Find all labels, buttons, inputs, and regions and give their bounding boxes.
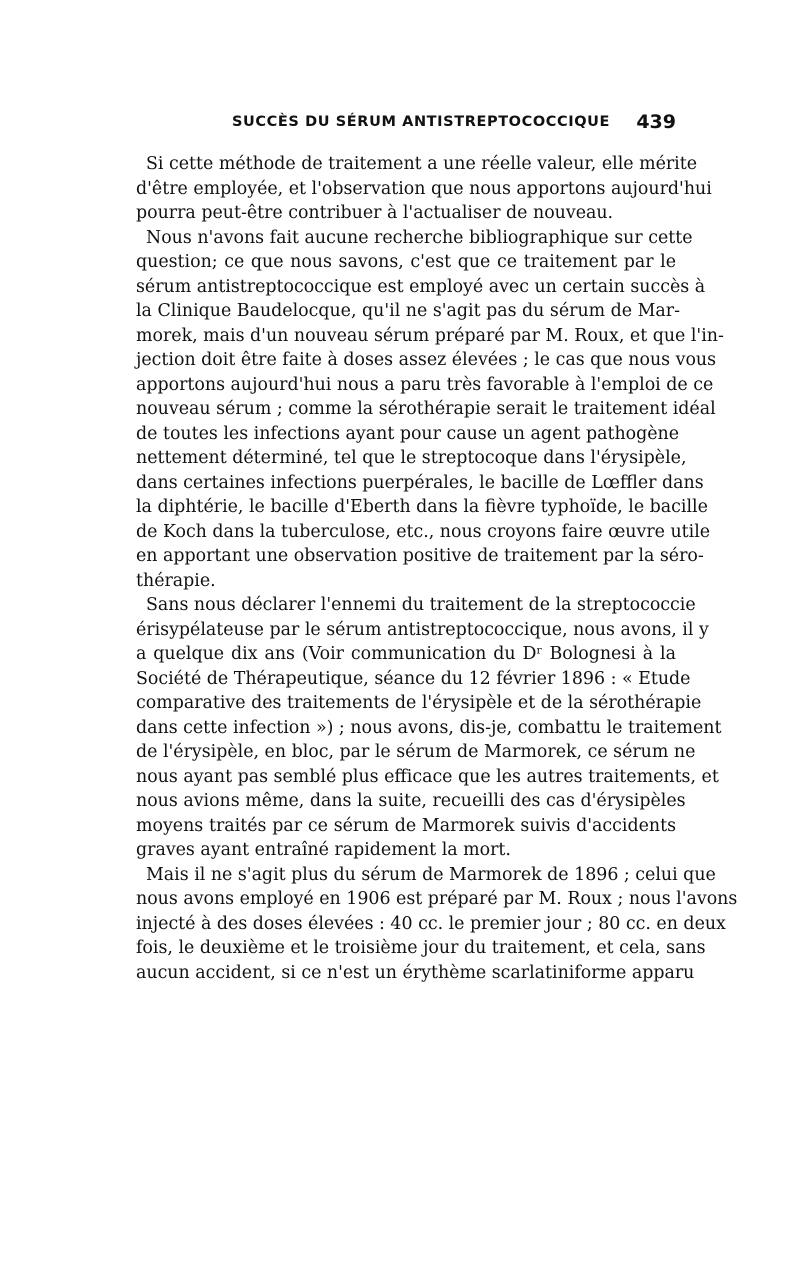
text-line: fois, le deuxième et le troisième jour du traitement, et cela, sans [136, 938, 706, 958]
text-line: question; ce que nous savons, c'est que ce traitement par le [136, 252, 676, 272]
page-header [136, 111, 676, 144]
text-line: la diphtérie, le bacille d'Eberth dans la fièvre typhoïde, le bacille [136, 497, 708, 517]
text-line: graves ayant entraîné rapidement la mort. [136, 840, 511, 860]
running-title: SUCCÈS DU SÉRUM ANTISTREPTOCOCCIQUE [232, 114, 611, 130]
text-line: de l'érysipèle, en bloc, par le sérum de Marmorek, ce sérum ne [136, 742, 696, 762]
text-line: dans certaines infections puerpérales, le bacille de Lœffler dans [136, 472, 704, 493]
text-line: la Clinique Baudelocque, qu'il ne s'agit pas du sérum de Mar- [136, 301, 680, 321]
text-line: dans cette infection ») ; nous avons, dis-je, combattu le traitement [136, 717, 722, 738]
paragraph-1 [136, 152, 712, 226]
text-line: Si cette méthode de traitement a une réelle valeur, elle mérite [146, 154, 698, 174]
text-line: d'être employée, et l'observation que nous apportons aujourd'hui [136, 178, 712, 199]
text-line: moyens traités par ce sérum de Marmorek suivis d'accidents [136, 815, 676, 836]
text-line: injecté à des doses élevées : 40 cc. le premier jour ; 80 cc. en deux [136, 913, 726, 934]
text-line: morek, mais d'un nouveau sérum préparé par M. Roux, et que l'in- [136, 325, 724, 346]
page-number: 439 [636, 111, 676, 133]
text-line: érisypélateuse par le sérum antistreptococcique, nous avons, il y [136, 619, 709, 640]
text-line: pourra peut-être contribuer à l'actualiser de nouveau. [136, 203, 614, 223]
text-line: nous avons employé en 1906 est préparé par M. Roux ; nous l'avons [136, 889, 738, 909]
text-line: Nous n'avons fait aucune recherche bibliographique sur cette [146, 227, 693, 248]
text-line: Mais il ne s'agit plus du sérum de Marmorek de 1896 ; celui que [146, 864, 716, 885]
text-line: thérapie. [136, 570, 216, 591]
text-line: de Koch dans la tuberculose, etc., nous croyons faire œuvre utile [136, 521, 711, 542]
text-line: nouveau sérum ; comme la sérothérapie serait le traitement idéal [136, 399, 716, 419]
text-line: sérum antistreptococcique est employé avec un certain succès à [136, 276, 706, 297]
text-line: aucun accident, si ce n'est un érythème scarlatiniforme apparu [136, 962, 695, 983]
paragraph-2 [136, 226, 724, 594]
text-body [136, 152, 738, 985]
text-line: nous avions même, dans la suite, recueilli des cas d'érysipèles [136, 791, 686, 811]
text-line: Sans nous déclarer l'ennemi du traitement de la streptococcie [146, 595, 696, 615]
paragraph-4 [136, 863, 738, 986]
paragraph-3 [136, 593, 722, 863]
text-line: apportons aujourd'hui nous a paru très favorable à l'emploi de ce [136, 374, 714, 395]
text-line: en apportant une observation positive de traitement par la séro- [136, 546, 704, 566]
text-line: Société de Thérapeutique, séance du 12 février 1896 : « Etude [136, 668, 691, 689]
text-line: de toutes les infections ayant pour cause un agent pathogène [136, 423, 680, 444]
text-line: nous ayant pas semblé plus efficace que les autres traitements, et [136, 766, 719, 787]
text-line: a quelque dix ans (Voir communication du Dʳ Bolognesi à la [136, 644, 676, 664]
text-line: jection doit être faite à doses assez élevées ; le cas que nous vous [136, 350, 717, 370]
text-line: nettement déterminé, tel que le streptocoque dans l'érysipèle, [136, 448, 687, 468]
text-line: comparative des traitements de l'érysipèle et de la sérothérapie [136, 693, 702, 713]
